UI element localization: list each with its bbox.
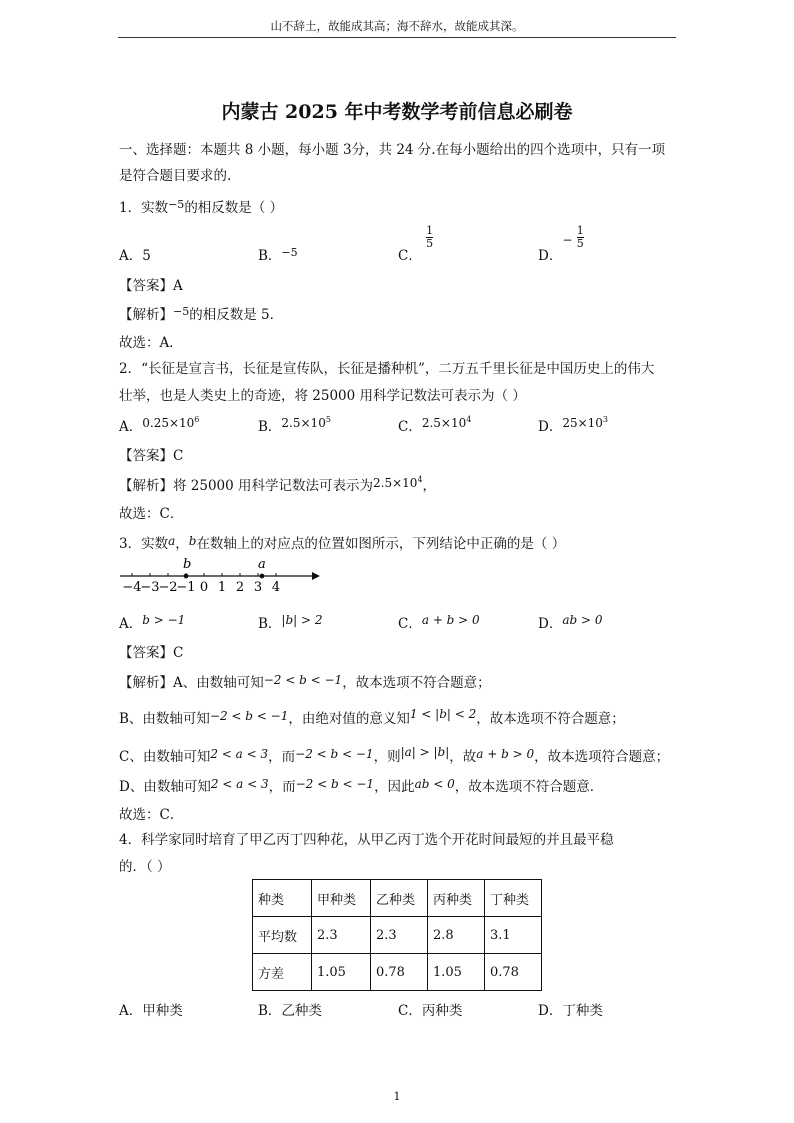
page-number: 1	[393, 1090, 401, 1103]
number-line-tick-label: 4	[271, 580, 281, 595]
table-cell: 平均数	[253, 917, 312, 954]
table-cell: 3.1	[485, 917, 542, 954]
table-header-row	[253, 880, 542, 917]
q2-analysis: 【解析】将 25000 用科学记数法可表示为$2.5\times 10^4$，	[119, 475, 437, 494]
table-cell: 2.3	[371, 917, 428, 954]
table-cell: 0.78	[485, 954, 542, 991]
table-cell: 1.05	[312, 954, 371, 991]
header-divider	[118, 37, 676, 38]
q2-option-a: A．$0.25\times 10^6$	[119, 415, 200, 435]
q2-stem-line1: 2．“长征是宣言书，长征是宣传队，长征是播种机”，二万五千里长征是中国历史上的伟大	[119, 361, 655, 377]
table-header-cell: 乙种类	[371, 880, 428, 917]
number-line-arrow	[312, 572, 320, 580]
q4-stem-line1: 4．科学家同时培育了甲乙丙丁四种花，从甲乙丙丁选个开花时间最短的并且最平稳	[119, 832, 614, 848]
table-cell: 方差	[253, 954, 312, 991]
q4-option-b: B．乙种类	[258, 1003, 322, 1019]
number-line-tick-label: 3	[253, 580, 263, 595]
point-a-label: a	[258, 557, 266, 572]
q1-stem-value: −5	[168, 198, 185, 211]
page-title: 内蒙古 2025 年中考数学考前信息必刷卷	[221, 101, 573, 123]
number-line-tick-label: −3	[140, 580, 160, 595]
header-motto: 山不辞土，故能成其高；海不辞水，故能成其深。	[270, 19, 524, 33]
q1-option-b: B．$^{-5}$	[258, 246, 298, 264]
q2-answer: 【答案】C	[119, 448, 184, 464]
number-line-tick-label: −1	[176, 580, 196, 595]
q3-analysis-c: C、由数轴可知2 < a < 3，而−2 < b < −1，则|a| > |b|，故a + b > 0，故本选项符合题意；	[119, 745, 670, 765]
q3-analysis-b: B、由数轴可知−2 < b < −1，由绝对值的意义知1 < |b| < 2，故本选项不符合题意；	[119, 707, 625, 727]
q3-option-c: C．a + b > 0	[398, 613, 480, 632]
q2-option-c: C．$2.5\times 10^4$	[398, 415, 472, 435]
table-header-cell: 种类	[253, 880, 312, 917]
table-row	[253, 917, 542, 954]
section-intro-line2: 是符合题目要求的.	[119, 168, 232, 184]
table-header-cell: 甲种类	[312, 880, 371, 917]
q4-stem-line2: 的．（ ）	[119, 859, 171, 875]
section-intro-line1: 一、选择题：本题共 8 小题，每小题 3分，共 24 分.在每小题给出的四个选项中，只有一项	[119, 142, 666, 158]
table-cell: 1.05	[428, 954, 485, 991]
number-line-tick-label: 1	[217, 580, 227, 595]
number-line-tick-label: 2	[235, 580, 245, 595]
q2-stem-line2: 壮举，也是人类史上的奇迹，将 25000 用科学记数法可表示为（ ）	[119, 388, 526, 404]
q1-answer: 【答案】A	[119, 278, 183, 294]
q3-analysis-a: 【解析】A、由数轴可知−2 < b < −1，故本选项不符合题意；	[119, 673, 491, 691]
table-header-cell: 丙种类	[428, 880, 485, 917]
q3-option-b: B．|b| > 2	[258, 613, 323, 632]
table-row	[253, 954, 542, 991]
q4-option-d: D．丁种类	[538, 1003, 603, 1019]
table-header-cell: 丁种类	[485, 880, 542, 917]
q1-option-c: C． $\frac{1}{5}$	[398, 224, 434, 264]
q1-choose: 故选：A．	[119, 335, 183, 351]
number-line	[116, 556, 326, 596]
point-b-dot	[184, 574, 189, 579]
q4-data-table	[252, 879, 542, 991]
q2-choose: 故选：C．	[119, 506, 184, 522]
q1-stem: 1．实数$^{-5}$的相反数是（ ）	[119, 198, 284, 216]
q2-option-d: D．$25\times 10^3$	[538, 415, 609, 435]
point-b-label: b	[183, 557, 192, 572]
q3-analysis-d: D、由数轴可知2 < a < 3，而−2 < b < −1，因此ab < 0，故本选项不符合题意．	[119, 777, 604, 795]
q3-choose: 故选：C．	[119, 807, 184, 823]
number-line-tick-label: −2	[158, 580, 178, 595]
table-cell: 2.3	[312, 917, 371, 954]
q2-option-b: B．$2.5\times 10^5$	[258, 415, 331, 435]
q1-option-d: D．− $\frac{1}{5}$	[538, 224, 584, 264]
table-cell: 0.78	[371, 954, 428, 991]
point-a-dot	[260, 574, 265, 579]
table-cell: 2.8	[428, 917, 485, 954]
q1-analysis: 【解析】$^{-5}$的相反数是 5．	[119, 305, 284, 323]
q3-option-d: D．ab > 0	[538, 613, 603, 632]
q4-option-c: C．丙种类	[398, 1003, 463, 1019]
q4-option-a: A．甲种类	[119, 1003, 183, 1019]
q3-answer: 【答案】C	[119, 645, 184, 661]
q1-option-a: A．5	[119, 248, 151, 264]
number-line-tick-label: −4	[122, 580, 142, 595]
number-line-tick-label: 0	[199, 580, 209, 595]
q3-option-a: A．b > −1	[119, 613, 186, 632]
q3-stem: 3．实数a，b在数轴上的对应点的位置如图所示，下列结论中正确的是（ ）	[119, 534, 566, 552]
